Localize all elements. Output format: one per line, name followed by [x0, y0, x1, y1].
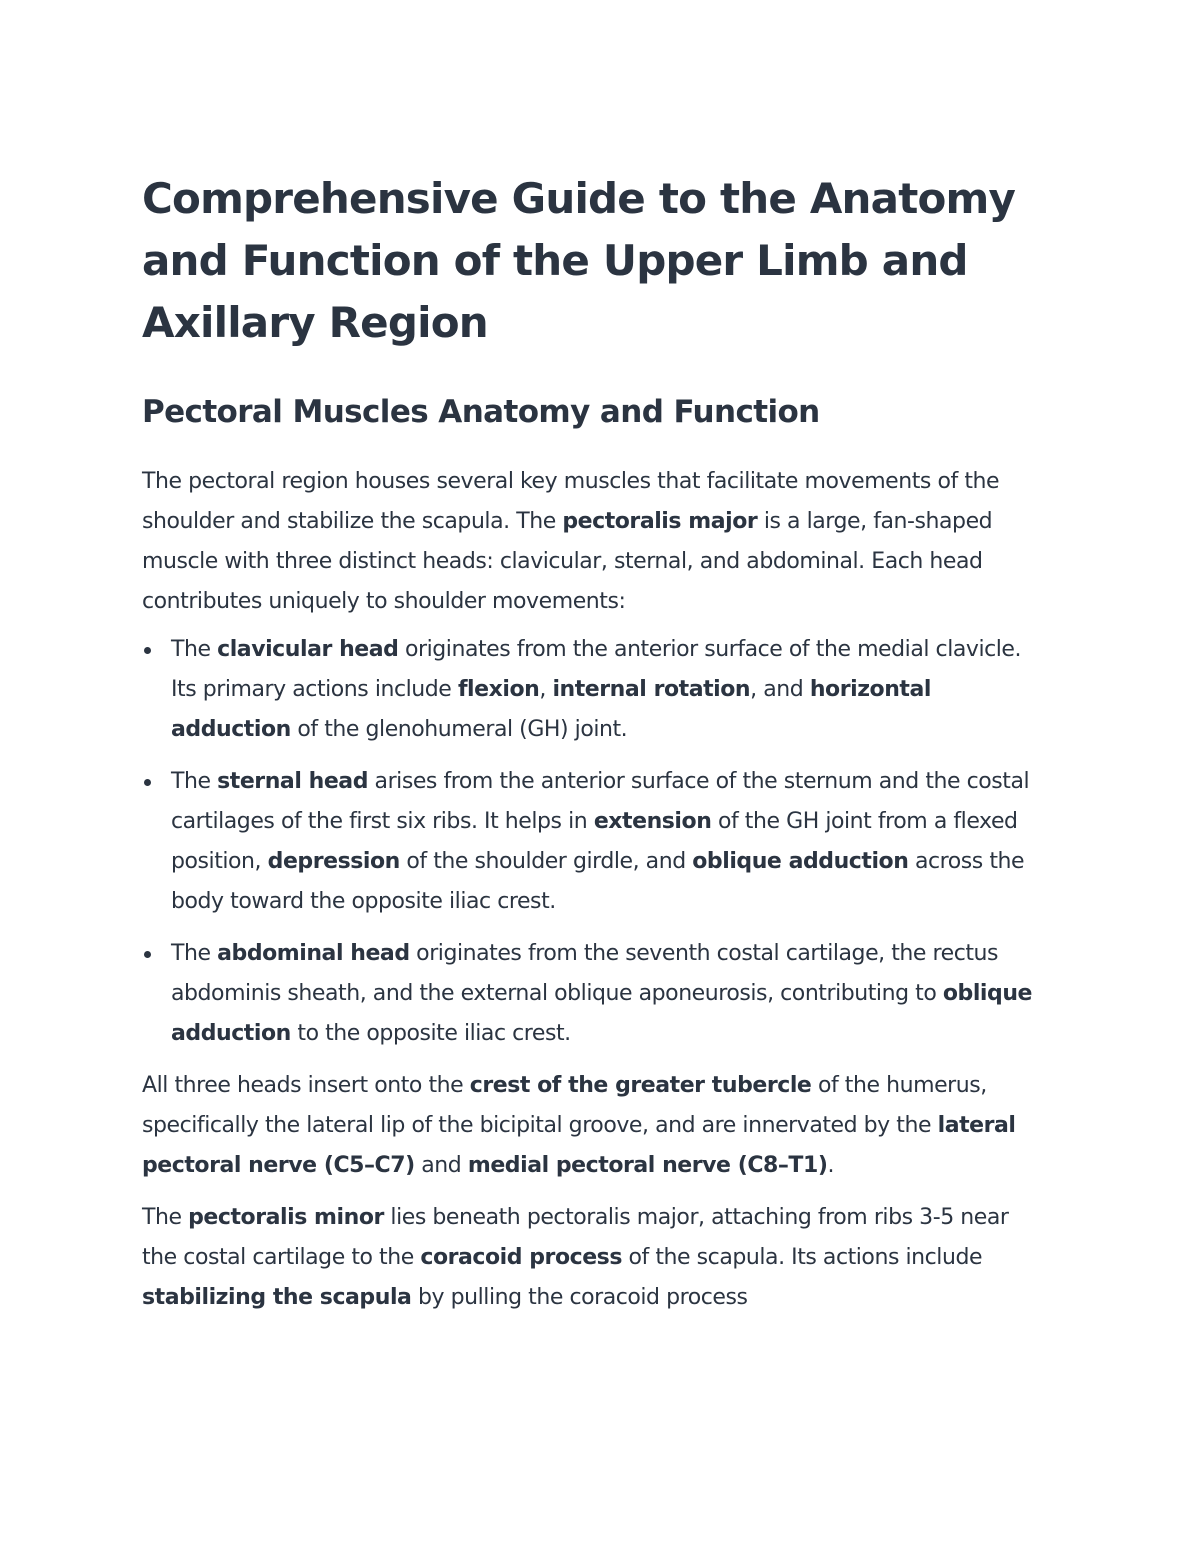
bullet-icon	[144, 647, 151, 654]
intro-bold-pectoralis-major: pectoralis major	[562, 509, 758, 534]
bullet-icon	[144, 951, 151, 958]
bullet-icon	[144, 779, 151, 786]
insertion-bold-medial-nerve: medial pectoral nerve (C8–T1)	[467, 1153, 828, 1178]
list-item-bold: sternal head	[217, 769, 368, 794]
intro-paragraph	[142, 462, 1047, 622]
list-item-sternal-head	[142, 762, 1047, 922]
list-item-bold: depression	[267, 849, 400, 874]
list-item-text: originates from the anterior surface of the medial clavicle. Its primary actions include	[171, 637, 1022, 702]
insertion-text-3: and	[414, 1153, 468, 1178]
minor-text-2: lies beneath pectoralis major, attaching from ribs 3-5 near the costal cartilage to the	[142, 1205, 1009, 1270]
insertion-text-1: All three heads insert onto the	[142, 1073, 470, 1098]
list-item-bold: oblique adduction	[171, 981, 1033, 1046]
list-item-bold: clavicular head	[217, 637, 399, 662]
minor-bold-coracoid: coracoid process	[420, 1245, 622, 1270]
list-item-text: The	[171, 637, 218, 662]
minor-text-3: of the scapula. Its actions include	[621, 1245, 983, 1270]
intro-text-2: is a large, fan-shaped muscle with three distinct heads: clavicular, sternal, and abdominal. Each head contributes uniquely to shoulder movements:	[142, 509, 993, 614]
list-item-text: The	[171, 769, 218, 794]
list-item-bold: flexion	[457, 677, 540, 702]
section-heading: Pectoral Muscles Anatomy and Function	[142, 394, 820, 430]
list-item-text: across the body toward the opposite iliac crest.	[171, 849, 1025, 914]
insertion-bold-crest: crest of the greater tubercle	[469, 1073, 812, 1098]
list-item-text: of the GH joint from a flexed position,	[171, 809, 1018, 874]
list-item-bold: horizontal adduction	[171, 677, 931, 742]
minor-text-4: by pulling the coracoid process	[411, 1285, 748, 1310]
list-item-clavicular-head	[142, 630, 1047, 750]
insertion-paragraph	[142, 1066, 1047, 1186]
list-item-bold: abdominal head	[217, 941, 410, 966]
minor-bold-stabilizing: stabilizing the scapula	[142, 1285, 412, 1310]
list-item-text: The	[171, 941, 218, 966]
heads-list	[142, 630, 1047, 1054]
list-item-bold: extension	[593, 809, 712, 834]
list-item-text: originates from the seventh costal cartilage, the rectus abdominis sheath, and the external oblique aponeurosis, contributing to	[171, 941, 999, 1006]
insertion-bold-lateral-nerve: lateral pectoral nerve (C5–C7)	[142, 1113, 1016, 1178]
minor-text-1: The	[142, 1205, 189, 1230]
list-item-text: arises from the anterior surface of the sternum and the costal cartilages of the first six ribs. It helps in	[171, 769, 1030, 834]
list-item-abdominal-head	[142, 934, 1047, 1054]
insertion-text-4: .	[827, 1153, 835, 1178]
minor-bold-pectoralis-minor: pectoralis minor	[188, 1205, 384, 1230]
intro-text-1: The pectoral region houses several key muscles that facilitate movements of the shoulder and stabilize the scapula. The	[142, 469, 1000, 534]
list-item-bold: internal rotation	[552, 677, 751, 702]
list-item-text: to the opposite iliac crest.	[290, 1021, 571, 1046]
document-page	[142, 168, 1047, 1318]
pectoralis-minor-paragraph	[142, 1198, 1047, 1318]
insertion-text-2: of the humerus, specifically the lateral lip of the bicipital groove, and are innervated by the	[142, 1073, 987, 1138]
list-item-bold: oblique adduction	[692, 849, 909, 874]
list-item-text: ,	[539, 677, 553, 702]
list-item-text: , and	[750, 677, 810, 702]
document-title: Comprehensive Guide to the Anatomy and Function of the Upper Limb and Axillary Region	[142, 174, 1016, 347]
list-item-text: of the glenohumeral (GH) joint.	[290, 717, 628, 742]
list-item-text: of the shoulder girdle, and	[399, 849, 693, 874]
